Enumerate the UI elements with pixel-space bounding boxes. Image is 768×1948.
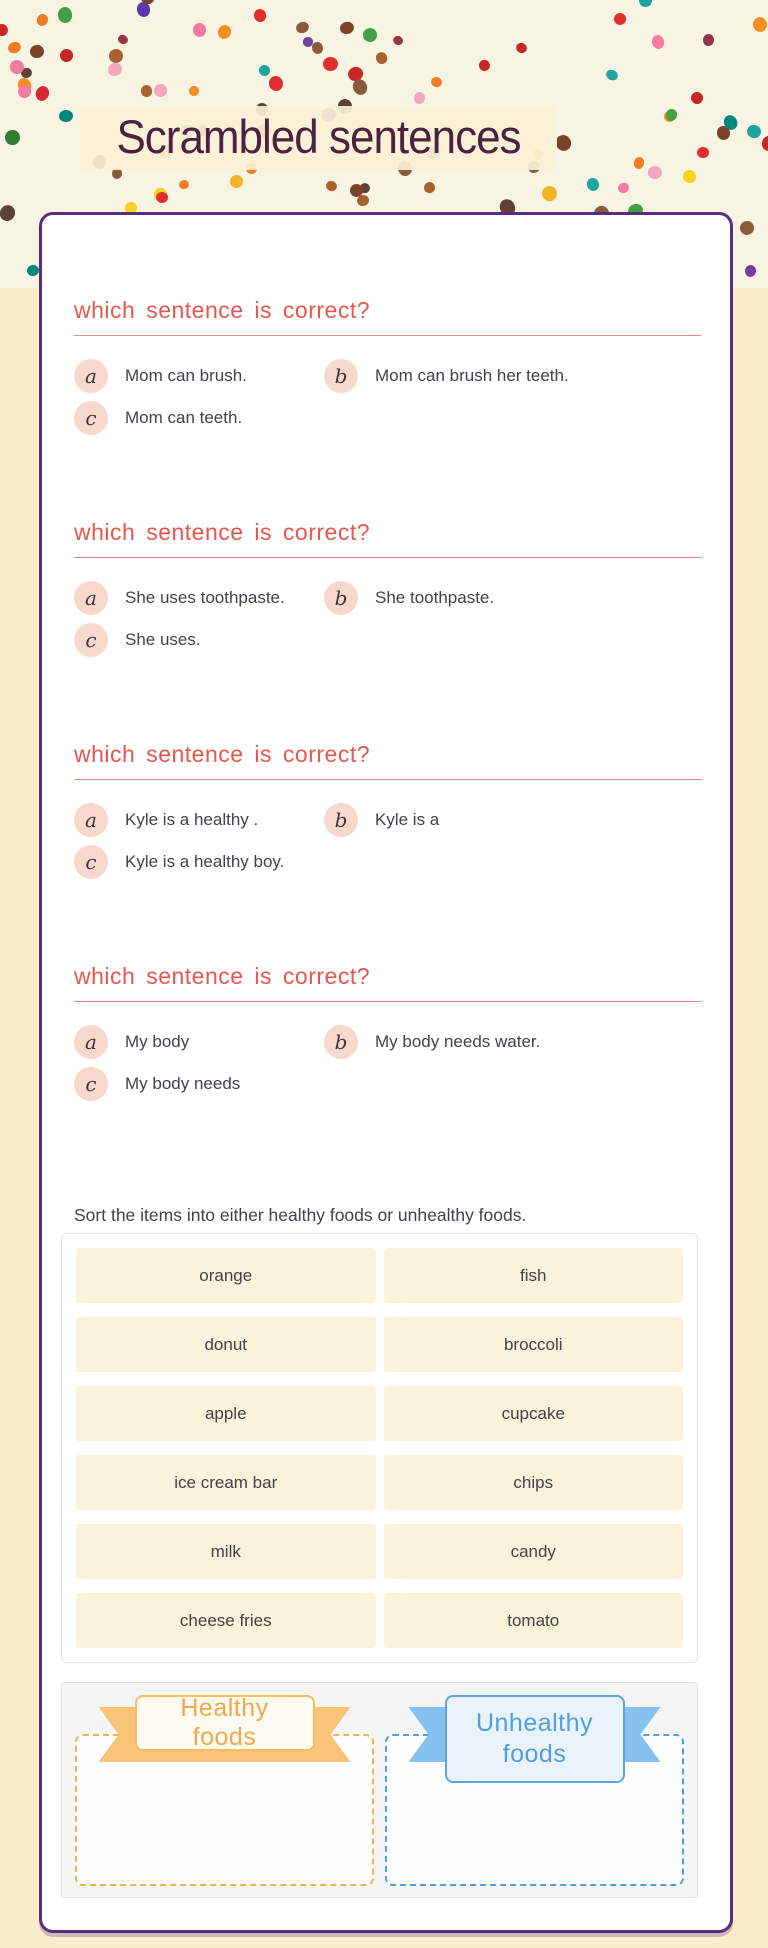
unhealthy-foods-dropzone[interactable] (385, 1708, 684, 1886)
confetti-dot (339, 20, 355, 36)
option-text: Mom can teeth. (125, 408, 243, 427)
option-text: My body needs (125, 1074, 241, 1093)
confetti-dot (739, 220, 755, 236)
question-prompt: which sentence is correct? (74, 297, 371, 323)
confetti-dot (702, 34, 714, 47)
confetti-dot (362, 27, 378, 43)
confetti-dot (585, 177, 600, 193)
drop-zones-panel (61, 1682, 698, 1898)
confetti-dot (374, 50, 390, 66)
confetti-dot (761, 135, 768, 151)
option-letter-badge: b (324, 581, 358, 615)
confetti-dot (604, 68, 619, 82)
option-b[interactable] (324, 359, 701, 393)
page-title: Scrambled sentences (116, 111, 521, 164)
confetti-dot (156, 192, 168, 204)
sort-item-donut[interactable]: donut (76, 1317, 376, 1372)
confetti-dot (539, 184, 559, 204)
confetti-dot (613, 12, 627, 26)
confetti-dot (696, 146, 709, 158)
sort-item-tomato[interactable]: tomato (384, 1593, 684, 1648)
option-a[interactable] (74, 1025, 324, 1059)
option-text: Kyle is a healthy boy. (125, 852, 285, 871)
unhealthy-foods-label: Unhealthy foods (445, 1695, 625, 1783)
option-text: She uses toothpaste. (125, 588, 285, 607)
question-prompt: which sentence is correct? (74, 963, 371, 989)
option-text: My body needs water. (375, 1032, 541, 1051)
question-2 (74, 519, 701, 657)
option-letter-badge: a (74, 803, 108, 837)
confetti-dot (106, 61, 124, 79)
confetti-dot (6, 40, 23, 56)
option-letter-badge: c (74, 623, 108, 657)
confetti-dot (744, 264, 757, 278)
healthy-foods-label: Healthy foods (135, 1695, 315, 1751)
sort-item-chips[interactable]: chips (384, 1455, 684, 1510)
worksheet-content (42, 215, 730, 1898)
confetti-dot (691, 92, 704, 105)
confetti-dot (140, 84, 153, 98)
confetti-dot (633, 156, 645, 169)
option-b[interactable] (324, 581, 701, 615)
confetti-dot (429, 75, 443, 89)
option-letter-badge: c (74, 401, 108, 435)
confetti-dot (617, 182, 630, 195)
option-a[interactable] (74, 803, 324, 837)
option-letter-badge: c (74, 845, 108, 879)
confetti-dot (0, 22, 10, 38)
sort-item-milk[interactable]: milk (76, 1524, 376, 1579)
option-a[interactable] (74, 581, 324, 615)
option-b[interactable] (324, 803, 701, 837)
confetti-dot (514, 41, 528, 55)
confetti-dot (193, 23, 206, 37)
option-letter-badge: a (74, 1025, 108, 1059)
confetti-dot (650, 34, 665, 51)
confetti-dot (230, 175, 244, 189)
confetti-dot (391, 34, 404, 47)
confetti-dot (216, 23, 234, 41)
confetti-dot (34, 84, 51, 102)
question-divider (74, 557, 701, 558)
sort-item-cheese-fries[interactable]: cheese fries (76, 1593, 376, 1648)
confetti-dot (0, 203, 17, 224)
healthy-foods-dropzone[interactable] (75, 1694, 374, 1886)
option-b[interactable] (324, 1025, 701, 1059)
confetti-dot (323, 57, 338, 71)
option-text: Mom can brush. (125, 366, 247, 385)
option-letter-badge: b (324, 1025, 358, 1059)
option-c[interactable] (74, 845, 324, 879)
sort-item-fish[interactable]: fish (384, 1248, 684, 1303)
option-text: She uses. (125, 630, 201, 649)
confetti-dot (412, 90, 426, 105)
question-divider (74, 335, 701, 336)
question-4 (74, 963, 701, 1101)
option-c[interactable] (74, 401, 324, 435)
confetti-dot (60, 49, 74, 63)
confetti-dot (57, 6, 73, 23)
option-c[interactable] (74, 1067, 324, 1101)
options-group (74, 1025, 701, 1101)
confetti-dot (35, 12, 50, 27)
option-letter-badge: a (74, 359, 108, 393)
confetti-dot (59, 110, 73, 123)
options-group (74, 359, 701, 435)
confetti-dot (258, 64, 270, 76)
confetti-dot (478, 59, 491, 73)
confetti-dot (422, 180, 437, 195)
confetti-dot (29, 44, 44, 59)
question-1 (74, 297, 701, 435)
confetti-dot (752, 16, 768, 34)
option-text: She toothpaste. (375, 588, 495, 607)
confetti-dot (153, 83, 168, 99)
option-letter-badge: a (74, 581, 108, 615)
title-banner (80, 106, 557, 170)
confetti-dot (178, 179, 191, 191)
option-letter-badge: c (74, 1067, 108, 1101)
worksheet-card (39, 212, 733, 1933)
options-group (74, 581, 701, 657)
confetti-dot (745, 123, 762, 139)
sort-item-broccoli[interactable]: broccoli (384, 1317, 684, 1372)
confetti-dot (26, 264, 39, 277)
confetti-dot (268, 75, 284, 92)
confetti-dot (5, 130, 20, 145)
confetti-dot (117, 33, 130, 46)
healthy-foods-ribbon (135, 1695, 315, 1751)
option-a[interactable] (74, 359, 324, 393)
question-divider (74, 1001, 701, 1002)
sort-items-panel (61, 1233, 698, 1663)
option-text: My body (125, 1032, 190, 1051)
confetti-dot (325, 180, 338, 193)
options-group (74, 803, 701, 879)
confetti-dot (252, 8, 267, 24)
sort-item-candy[interactable]: candy (384, 1524, 684, 1579)
option-text: Mom can brush her teeth. (375, 366, 569, 385)
confetti-dot (683, 170, 697, 184)
question-prompt: which sentence is correct? (74, 519, 371, 545)
question-prompt: which sentence is correct? (74, 741, 371, 767)
confetti-dot (639, 0, 652, 8)
unhealthy-foods-ribbon (445, 1695, 625, 1783)
option-letter-badge: b (324, 803, 358, 837)
confetti-dot (647, 165, 664, 181)
confetti-dot (108, 48, 123, 63)
question-3 (74, 741, 701, 879)
option-letter-badge: b (324, 359, 358, 393)
option-text: Kyle is a (375, 810, 440, 829)
sort-instruction: Sort the items into either healthy foods or unhealthy foods. (74, 1205, 527, 1225)
sort-item-ice-cream-bar[interactable]: ice cream bar (76, 1455, 376, 1510)
option-c[interactable] (74, 623, 324, 657)
sort-item-cupcake[interactable]: cupcake (384, 1386, 684, 1441)
question-divider (74, 779, 701, 780)
sort-item-apple[interactable]: apple (76, 1386, 376, 1441)
sort-item-orange[interactable]: orange (76, 1248, 376, 1303)
option-text: Kyle is a healthy . (125, 810, 259, 829)
confetti-dot (189, 85, 200, 96)
confetti-dot (294, 20, 310, 35)
